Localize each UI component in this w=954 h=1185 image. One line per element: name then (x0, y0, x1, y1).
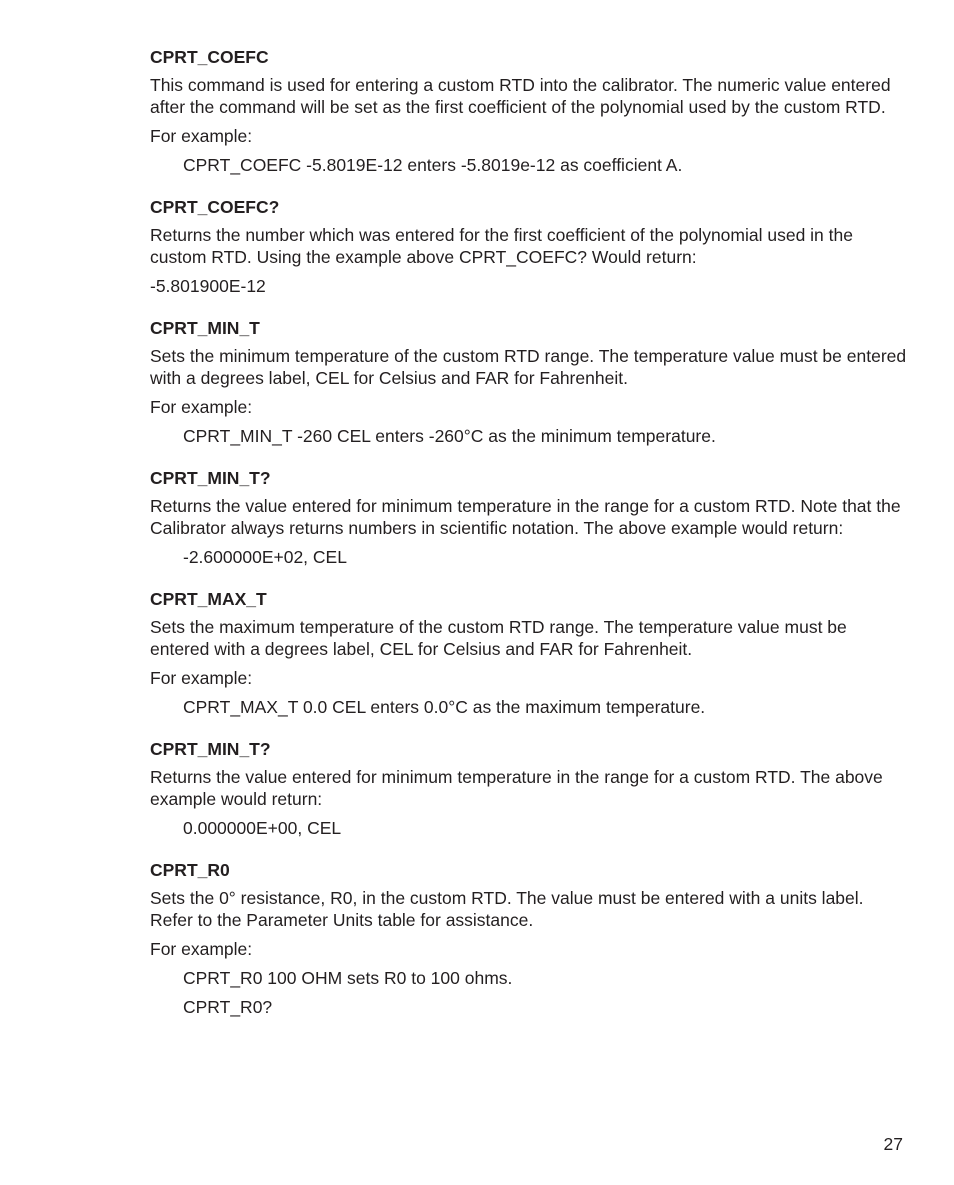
command-description: Returns the value entered for minimum temperature in the range for a custom RTD. The above example would return: (150, 767, 883, 809)
document-page (150, 46, 910, 1038)
example-line: CPRT_R0 100 OHM sets R0 to 100 ohms. (183, 968, 513, 988)
command-section-cprt-min-t-query (150, 467, 910, 568)
command-title: CPRT_MIN_T? (150, 739, 271, 759)
command-section-cprt-coefc-query (150, 196, 910, 297)
command-description: Returns the value entered for minimum temperature in the range for a custom RTD. Note that the Calibrator always returns numbers in scientific notation. The above example would return: (150, 496, 901, 538)
example-line: CPRT_R0? (183, 997, 273, 1017)
command-description: Sets the minimum temperature of the custom RTD range. The temperature value must be entered with a degrees label, CEL for Celsius and FAR for Fahrenheit. (150, 346, 907, 388)
command-description: Sets the maximum temperature of the custom RTD range. The temperature value must be entered with a degrees label, CEL for Celsius and FAR for Fahrenheit. (150, 617, 847, 659)
example-label: For example: (150, 939, 253, 959)
command-section-cprt-r0 (150, 859, 910, 1018)
example-line: CPRT_COEFC -5.8019E-12 enters -5.8019e-12 as coefficient A. (183, 155, 683, 175)
command-title: CPRT_R0 (150, 860, 230, 880)
return-value: -5.801900E-12 (150, 276, 266, 296)
command-title: CPRT_MIN_T? (150, 468, 271, 488)
command-description: Sets the 0° resistance, R0, in the custom RTD. The value must be entered with a units label. Refer to the Parameter Units table for assistance. (150, 888, 864, 930)
command-section-cprt-max-t (150, 588, 910, 718)
command-description: Returns the number which was entered for the first coefficient of the polynomial used in the custom RTD. Using the example above CPRT_COEFC? Would return: (150, 225, 853, 267)
example-label: For example: (150, 397, 253, 417)
page-number: 27 (883, 1134, 903, 1154)
command-title: CPRT_COEFC? (150, 197, 280, 217)
command-title: CPRT_MAX_T (150, 589, 267, 609)
command-description: This command is used for entering a custom RTD into the calibrator. The numeric value entered after the command will be set as the first coefficient of the polynomial used by the custom RTD. (150, 75, 891, 117)
command-title: CPRT_MIN_T (150, 318, 260, 338)
example-line: CPRT_MIN_T -260 CEL enters -260°C as the minimum temperature. (183, 426, 716, 446)
command-section-cprt-coefc (150, 46, 910, 176)
return-value: 0.000000E+00, CEL (183, 818, 342, 838)
example-label: For example: (150, 668, 253, 688)
command-section-cprt-min-t (150, 317, 910, 447)
example-line: CPRT_MAX_T 0.0 CEL enters 0.0°C as the maximum temperature. (183, 697, 706, 717)
command-section-cprt-min-t-query-2 (150, 738, 910, 839)
command-title: CPRT_COEFC (150, 47, 269, 67)
example-label: For example: (150, 126, 253, 146)
return-value: -2.600000E+02, CEL (183, 547, 347, 567)
